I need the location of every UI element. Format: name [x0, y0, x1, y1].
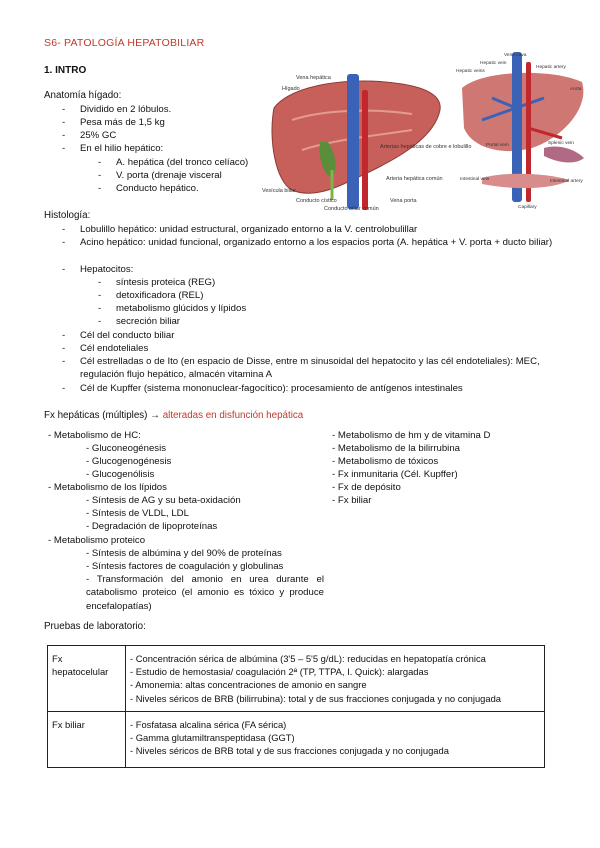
fig1-label: Vena porta: [390, 198, 417, 204]
fx-left-title: - Metabolismo proteico: [48, 535, 146, 546]
fig2-label: Portal vein: [486, 143, 509, 148]
hepatic-vascular-diagram: [452, 48, 594, 213]
fig2-label: Aorta: [570, 87, 582, 92]
fx-right-item: - Metabolismo de tóxicos: [332, 456, 439, 467]
table-row: [48, 711, 545, 768]
table-cell-name: Fx biliar: [48, 711, 126, 768]
fig2-label: Intestinal artery: [550, 179, 583, 184]
pruebas-heading: Pruebas de laboratorio:: [44, 621, 146, 632]
fig2-label: Capillary: [518, 205, 537, 210]
fx-left-item: - Glucogenólisis: [86, 469, 155, 480]
fx-right-item: - Fx de depósito: [332, 482, 401, 493]
fig1-label: Vesícula biliar: [262, 188, 296, 194]
fx-left-item: - Síntesis de albúmina y del 90% de proteínas: [86, 548, 282, 559]
fx-right-item: - Fx inmunitaria (Cél. Kupffer): [332, 469, 458, 480]
histologia-item: - Hepatocitos:: [62, 264, 134, 275]
section-intro-heading: 1. INTRO: [44, 65, 87, 76]
hilio-item: - Conducto hepático.: [98, 183, 199, 194]
fx-left-item: - Degradación de lipoproteínas: [86, 521, 218, 532]
hepatocito-item: - detoxificadora (REL): [98, 290, 204, 301]
anatomia-heading: Anatomía hígado:: [44, 90, 122, 101]
fx-left-title: - Metabolismo de los lípidos: [48, 482, 167, 493]
hilio-item: - V. porta (drenaje visceral: [98, 170, 222, 181]
anatomia-item: - Dividido en 2 lóbulos.: [62, 104, 172, 115]
fx-left-item: - Síntesis de AG y su beta-oxidación: [86, 495, 241, 506]
hilio-item: - A. hepática (del tronco celíaco): [98, 157, 249, 168]
fx-right-item: - Fx biliar: [332, 495, 372, 506]
fig2-label: Vena cava: [504, 53, 527, 58]
fig1-label: Vena hepática: [296, 75, 331, 81]
histologia-item: - Lobulillo hepático: unidad estructural, organizado entorno a la V. centrolobulillar: [62, 224, 418, 235]
fig1-label: Conducto biliar común: [324, 206, 379, 212]
histologia-item: - Cél endoteliales: [62, 343, 149, 354]
table-cell-items: - Fosfatasa alcalina sérica (FA sérica) - Gamma glutamiltranspeptidasa (GGT) - Niveles séricos de BRB total y de sus fracciones conjugada y no conjugada: [126, 711, 545, 768]
fig1-label: Arteria hepática común: [386, 176, 443, 182]
fig2-label: Hepatic artery: [536, 65, 566, 70]
fig2-label: Hepatic vein: [480, 61, 507, 66]
histologia-item: - Cél estrelladas o de Ito (en espacio de Disse, entre m sinusoidal del hepatocito y las cél endoteliales): MEC, regulación flujo hepático, almacén vitamina A: [62, 356, 540, 381]
anatomia-item: - 25% GC: [62, 130, 117, 141]
fig1-label: Conducto cístico: [296, 198, 337, 204]
anatomia-item: - En el hilio hepático:: [62, 143, 164, 154]
hepatocito-item: - metabolismo glúcidos y lípidos: [98, 303, 247, 314]
fx-left-item: - Glucogenogénesis: [86, 456, 172, 467]
histologia-item: - Cél del conducto biliar: [62, 330, 175, 341]
liver-illustration: [262, 70, 472, 215]
lab-tests-table: [47, 645, 545, 768]
histologia-item: - Cél de Kupffer (sistema mononuclear-fagocítico): procesamiento de antígenos intestinales: [62, 383, 463, 394]
fx-right-item: - Metabolismo de hm y de vitamina D: [332, 430, 491, 441]
page-title: S6- PATOLOGÍA HEPATOBILIAR: [44, 37, 205, 49]
table-cell-items: - Concentración sérica de albúmina (3'5 – 5'5 g/dL): reducidas en hepatopatía crónica - Estudio de hemostasia/ coagulación 2ª (TP, TTPA, I. Quick): alargadas - Amonemia: altas concentraciones de amonio en sangre - Niveles séricos de BRB (bilirrubina): total y de sus fracciones conjugada y no conjugada: [126, 646, 545, 712]
fx-heading: Fx hepáticas (múltiples) → alteradas en disfunción hepática: [44, 410, 304, 421]
fig1-label: Arterias hepáticas de cobre e lobulillo: [380, 144, 472, 150]
histologia-item: - Acino hepático: unidad funcional, organizado entorno a los espacios porta (A. hepática + V. porta + ducto biliar): [62, 237, 553, 248]
hepatocito-item: - síntesis proteica (REG): [98, 277, 216, 288]
anatomia-item: - Pesa más de 1,5 kg: [62, 117, 165, 128]
histologia-heading: Histología:: [44, 210, 91, 221]
table-cell-name: Fx hepatocelular: [48, 646, 126, 712]
fx-left-item: - Gluconeogénesis: [86, 443, 167, 454]
fx-left-item: - Transformación del amonio en urea durante el catabolismo proteico (el amonio es tóxico y produce encefalopatías): [86, 574, 324, 612]
fig2-label: Intestinal vein: [460, 177, 490, 182]
fx-right-item: - Metabolismo de la bilirrubina: [332, 443, 460, 454]
fig2-label: Splenic vein: [548, 141, 574, 146]
table-row: [48, 646, 545, 712]
hepatocito-item: - secreción biliar: [98, 316, 180, 327]
fig1-label: Hígado: [282, 86, 300, 92]
fig2-label: Hepatic veins: [456, 69, 485, 74]
fx-left-item: - Síntesis de VLDL, LDL: [86, 508, 189, 519]
fx-left-item: - Síntesis factores de coagulación y globulinas: [86, 561, 284, 572]
fx-left-title: - Metabolismo de HC:: [48, 430, 141, 441]
